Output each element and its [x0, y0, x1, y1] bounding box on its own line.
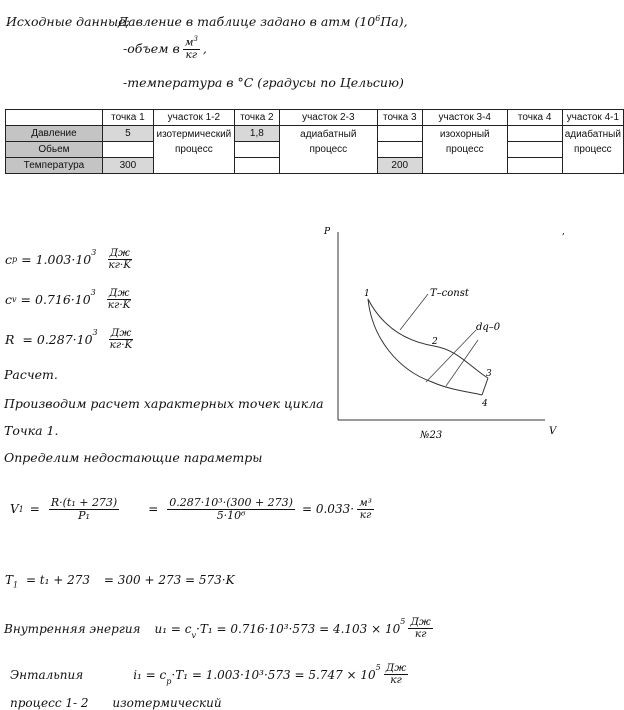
table-cell [507, 158, 562, 174]
row-label: Обьем [6, 142, 103, 158]
t-const-pointer [400, 294, 428, 330]
process-cell: адиабатный процесс [279, 126, 377, 174]
v1-formula: V 1 = $\frac{\text{R·(t₁ + 273)}}{\text{P₁}}$ = $\frac{\text{0.287·10³·(300 + 273)}}{\text{5·10⁶}}$ = 0.033· $\frac{\text{м³}}{кг}$ [10, 496, 372, 522]
table-header-cell: точка 1 [102, 110, 153, 126]
pv-diagram [320, 220, 580, 445]
dq-label: dq–0 [476, 322, 501, 333]
tochka1-text: Точка 1. [4, 423, 59, 438]
process-cell: изотермический процесс [153, 126, 234, 174]
table-header-cell: участок 2-3 [279, 110, 377, 126]
table-header-cell: точка 4 [507, 110, 562, 126]
table-cell [377, 142, 422, 158]
adiabat-curve [368, 299, 482, 395]
table-cell: 200 [377, 158, 422, 174]
diagram-caption: №23 [420, 430, 443, 441]
table-cell: 5 [102, 126, 153, 142]
u-formula: Внутренняя энергия u₁ = c $_v$ ·T₁ = 0.716·10³·573 = 4.103 × 10 $^5$ $\frac{Дж}{кг}$ [4, 616, 431, 641]
table-header-cell [6, 110, 103, 126]
t-const-label: T–const [430, 288, 469, 299]
table-header-row [6, 110, 624, 126]
table-cell [377, 126, 422, 142]
table-cell [234, 158, 279, 174]
table-header-cell: точка 2 [234, 110, 279, 126]
process-1-2-line: процесс 1- 2 изотермический [10, 696, 222, 710]
constant-cv: c v = 0.716·10 $^3$ $\frac{Дж}{кг\cdot K}$ [5, 287, 131, 312]
constant-r: R = 0.287·10 $^3$ $\frac{Дж}{кг\cdot K}$ [5, 327, 133, 352]
table-cell [102, 142, 153, 158]
volume-note: -объем в $\frac{м^3}{кг}$ , [123, 35, 207, 61]
raschet-text: Расчет. [4, 367, 58, 382]
i-formula: Энтальпия i₁ = c $_p$ ·T₁ = 1.003·10³·573 = 5.747 × 10 $^5$ $\frac{Дж}{кг}$ [10, 662, 407, 687]
dq-pointer-2 [446, 340, 478, 386]
table-header-cell: точка 3 [377, 110, 422, 126]
tick-mark: , [562, 227, 565, 237]
temperature-note: -температура в °C (градусы по Цельсию) [123, 75, 404, 90]
table-cell [234, 142, 279, 158]
isochore-line [482, 378, 488, 395]
table-cell: 300 [102, 158, 153, 174]
opredelim-text: Определим недостающие параметры [4, 450, 263, 465]
process-cell: изохорный процесс [422, 126, 507, 174]
y-axis-label: P [324, 227, 331, 237]
pressure-note: Давление в таблице задано в атм $(10^6Па)$, [118, 14, 408, 30]
proizvodim-text: Производим расчет характерных точек цикла [4, 396, 324, 411]
point-1-label: 1 [364, 289, 370, 299]
row-label: Давление [6, 126, 103, 142]
data-table [5, 109, 624, 174]
constant-cp: c p = 1.003·10 $^3$ $\frac{Дж}{кг\cdot K}$ [5, 247, 132, 272]
process-cell: адиабатный процесс [562, 126, 623, 174]
table-cell [507, 126, 562, 142]
x-axis-label: V [549, 426, 557, 437]
t1-formula: $T_1 = t_1 + 273 = 300 + 273 = 573\cdot K$ [5, 573, 235, 590]
header-label: Исходные данные: [6, 14, 130, 29]
point-3-label: 3 [486, 369, 492, 379]
table-cell: 1,8 [234, 126, 279, 142]
table-header-cell: участок 4-1 [562, 110, 623, 126]
point-4-label: 4 [482, 399, 488, 409]
isotherm-curve [368, 299, 488, 378]
point-2-label: 2 [432, 337, 438, 347]
table-header-cell: участок 1-2 [153, 110, 234, 126]
table-header-cell: участок 3-4 [422, 110, 507, 126]
table-row [6, 126, 624, 142]
table-cell [507, 142, 562, 158]
row-label: Температура [6, 158, 103, 174]
